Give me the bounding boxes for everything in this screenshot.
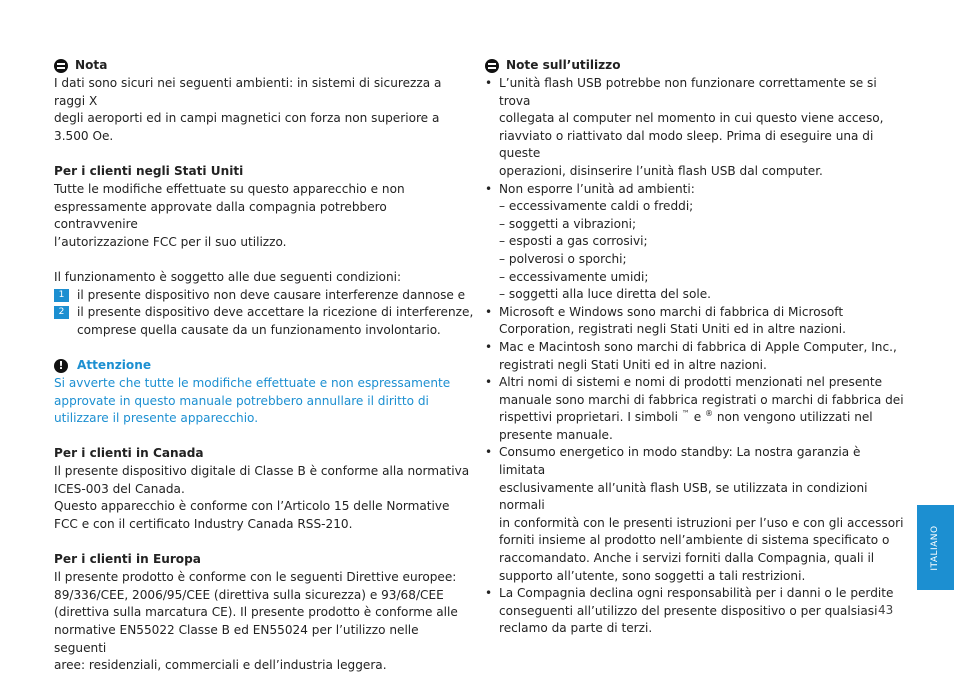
list-item-line: collegata al computer nel momento in cui questo viene acceso,	[499, 111, 884, 126]
list-item-line	[499, 409, 904, 427]
europe-heading: Per i clienti in Europa	[54, 552, 201, 567]
europe-line: normative EN55022 Classe B ed EN55024 per l’utilizzo nelle seguenti	[54, 623, 419, 655]
dash-item: – polverosi o sporchi;	[499, 251, 627, 266]
text-run: rispettivi proprietari. I simboli	[499, 410, 682, 425]
list-item	[485, 181, 905, 199]
text-run: non vengono utilizzati nel	[713, 410, 873, 425]
attention-line: utilizzare il presente apparecchio.	[54, 411, 259, 426]
canada-line: FCC e con il certificato Industry Canada RSS-210.	[54, 517, 353, 532]
note-line: degli aeroporti ed in campi magnetici con forza non superiore a 3.500 Oe.	[54, 111, 440, 143]
list-item-line: conseguenti all’utilizzo del presente dispositivo o per qualsiasi	[499, 603, 878, 618]
bullet: •	[485, 76, 493, 90]
list-item-line: registrati negli Stati Uniti ed in altre nazioni.	[499, 357, 767, 372]
list-item	[485, 304, 905, 339]
list-item-line: in conformità con le presenti istruzioni per l’uso e con gli accessori	[499, 515, 904, 530]
list-item	[485, 444, 905, 585]
attention-title: Attenzione	[77, 358, 152, 373]
bullet: •	[485, 304, 493, 319]
usa-line: l’autorizzazione FCC per il suo utilizzo.	[54, 234, 287, 249]
language-tab	[917, 505, 954, 590]
europe-line: 89/336/CEE, 2006/95/CEE (direttiva sulla sicurezza) e 93/68/CEE	[54, 587, 444, 602]
note-heading	[54, 57, 474, 75]
bullet: •	[485, 375, 493, 390]
list-item-line: reclamo da parte di terzi.	[499, 621, 653, 636]
conditions-intro: Il funzionamento è soggetto alle due seguenti condizioni:	[54, 269, 402, 284]
registered-symbol: ®	[705, 409, 713, 419]
condition-number-badge: 1	[54, 289, 69, 302]
canada-line: Il presente dispositivo digitale di Classe B è conforme alla normativa	[54, 464, 470, 479]
europe-line: Il presente prodotto è conforme con le seguenti Direttive europee:	[54, 570, 457, 585]
attention-heading	[54, 357, 474, 375]
note-title: Nota	[75, 58, 108, 73]
list-item-line: Microsoft e Windows sono marchi di fabbrica di Microsoft	[499, 304, 844, 319]
trademark-symbol: ™	[681, 409, 690, 419]
list-item-line: Corporation, registrati negli Stati Uniti ed in altre nazioni.	[499, 322, 847, 337]
list-item-line: Mac e Macintosh sono marchi di fabbrica di Apple Computer, Inc.,	[499, 339, 897, 354]
usa-line: Tutte le modifiche effettuate su questo apparecchio e non	[54, 181, 405, 196]
attention-line: approvate in questo manuale potrebbero annullare il diritto di	[54, 393, 429, 408]
list-item-line: operazioni, disinserire l’unità flash USB dal computer.	[499, 163, 823, 178]
list-item-line: raccomandato. Anche i servizi forniti dalla Compagnia, quali il	[499, 551, 875, 566]
condition-number-badge: 2	[54, 306, 69, 319]
dash-item: – eccessivamente umidi;	[499, 269, 649, 284]
bullet: •	[485, 181, 493, 196]
canada-line: ICES-003 del Canada.	[54, 481, 185, 496]
list-item-line: Non esporre l’unità ad ambienti:	[499, 181, 695, 196]
list-item-line: riavviato o riattivato dal modo sleep. Prima di eseguire una di queste	[499, 128, 874, 161]
condition-line: comprese quella causate da un funzionamento involontario.	[77, 322, 441, 337]
canada-heading: Per i clienti in Canada	[54, 446, 204, 461]
europe-line: (direttiva sulla marcatura CE). Il presente prodotto è conforme alle	[54, 605, 458, 620]
note-line: I dati sono sicuri nei seguenti ambienti: in sistemi di sicurezza a raggi X	[54, 76, 442, 108]
attention-line: Si avverte che tutte le modifiche effettuate e non espressamente	[54, 375, 451, 390]
dash-item: – eccessivamente caldi o freddi;	[499, 199, 694, 214]
list-item-line: manuale sono marchi di fabbrica registrati o marchi di fabbrica dei	[499, 392, 904, 407]
note-icon	[54, 59, 68, 73]
list-item-line: Consumo energetico in modo standby: La nostra garanzia è limitata	[499, 445, 861, 478]
list-item	[485, 585, 905, 638]
list-item-line: La Compagnia declina ogni responsabilità per i danni o le perdite	[499, 586, 894, 601]
page-number: 43	[878, 603, 894, 617]
list-item	[485, 339, 905, 374]
condition-item	[54, 304, 474, 339]
left-column	[54, 57, 474, 675]
language-tab-label: ITALIANO	[929, 524, 940, 571]
bullet: •	[485, 586, 493, 601]
right-column	[485, 57, 905, 638]
warning-icon: !	[54, 359, 68, 373]
dash-item: – esposti a gas corrosivi;	[499, 234, 648, 249]
list-item-line: esclusivamente all’unità flash USB, se utilizzata in condizioni normali	[499, 480, 868, 513]
list-item-line: L’unità flash USB potrebbe non funzionare correttamente se si trova	[499, 76, 877, 108]
condition-line: il presente dispositivo non deve causare interferenze dannose e	[77, 287, 466, 302]
condition-line: il presente dispositivo deve accettare la ricezione di interferenze,	[77, 305, 474, 320]
usage-notes-heading	[485, 57, 905, 75]
bullet: •	[485, 445, 493, 460]
environment-list	[485, 198, 905, 304]
list-item	[485, 75, 905, 181]
canada-line: Questo apparecchio è conforme con l’Articolo 15 delle Normative	[54, 499, 450, 514]
list-item-line: supporto all’utente, sono soggetti a tali restrizioni.	[499, 568, 806, 583]
list-item-line: Altri nomi di sistemi e nomi di prodotti menzionati nel presente	[499, 375, 883, 390]
bullet: •	[485, 339, 493, 354]
europe-line: aree: residenziali, commerciali e dell’industria leggera.	[54, 658, 387, 673]
dash-item: – soggetti a vibrazioni;	[499, 216, 637, 231]
list-item-line: presente manuale.	[499, 427, 613, 442]
usage-notes-title: Note sull’utilizzo	[506, 58, 621, 73]
usa-line: espressamente approvate dalla compagnia potrebbero contravvenire	[54, 199, 387, 232]
usa-heading: Per i clienti negli Stati Uniti	[54, 164, 244, 179]
note-icon	[485, 59, 499, 73]
text-run: e	[689, 410, 705, 425]
dash-item: – soggetti alla luce diretta del sole.	[499, 287, 712, 302]
list-item-line: forniti insieme al prodotto nell’ambiente di sistema specificato o	[499, 533, 890, 548]
list-item	[485, 374, 905, 444]
condition-item	[54, 287, 474, 305]
